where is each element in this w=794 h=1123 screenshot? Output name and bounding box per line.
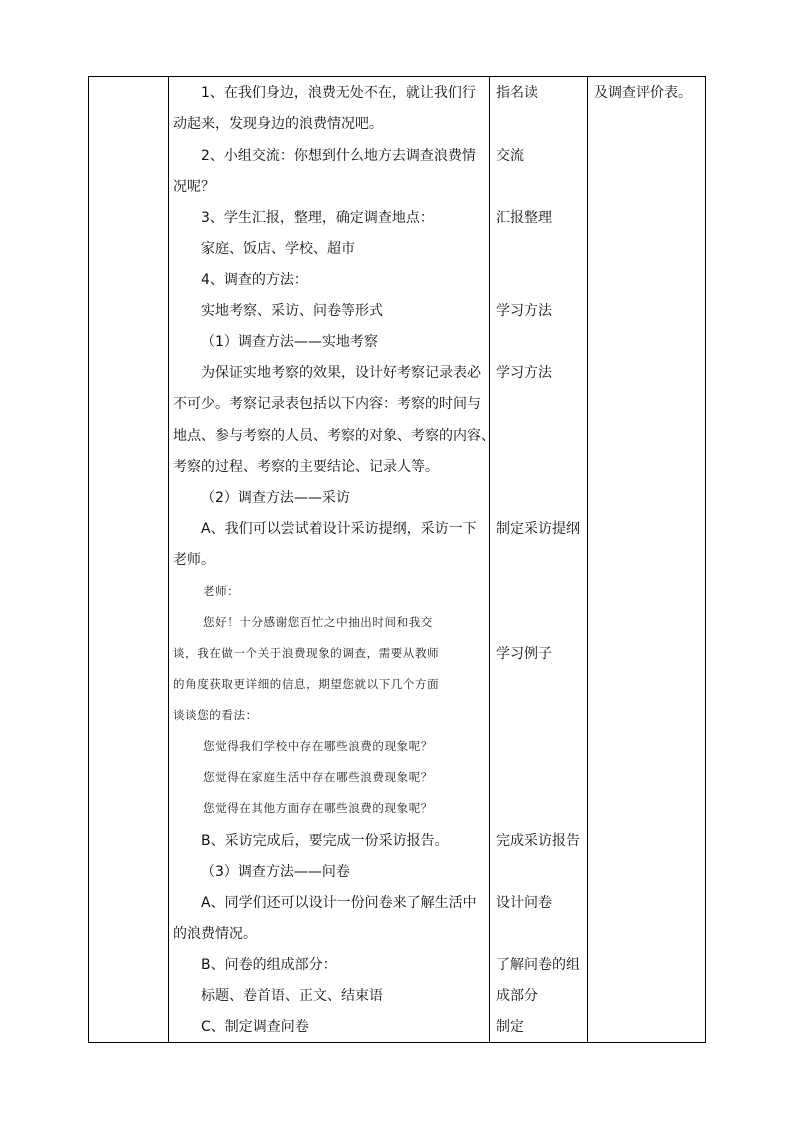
notes-column-cell	[588, 77, 705, 1042]
content-line: 考察的过程、考察的主要结论、记录人等。	[173, 459, 439, 475]
blank-column-cell	[89, 77, 168, 1042]
activity-column-cell	[490, 77, 587, 1042]
activity-line: 指名读	[496, 85, 538, 101]
content-line: 地点、参与考察的人员、考察的对象、考察的内容、	[173, 428, 495, 444]
notes-line: 及调查评价表。	[594, 85, 692, 101]
lesson-table	[88, 76, 706, 1043]
content-line: 老师。	[173, 552, 215, 568]
content-column-cell	[169, 77, 495, 1042]
activity-line: 成部分	[496, 988, 538, 1004]
interview-line: 您觉得我们学校中存在哪些浪费的现象呢？	[203, 739, 433, 753]
activity-line: 制定采访提纲	[496, 521, 580, 537]
content-line: B、问卷的组成部分：	[201, 957, 337, 973]
content-line: 3、学生汇报，整理，确定调查地点：	[201, 210, 434, 226]
content-line: 4、调查的方法：	[201, 272, 308, 288]
content-line: 的浪费情况。	[173, 926, 257, 942]
interview-line: 谈，我在做一个关于浪费现象的调查，需要从教师	[173, 646, 440, 660]
section-heading: （3）调查方法——问卷	[201, 864, 350, 880]
activity-line: 学习方法	[496, 303, 552, 319]
activity-line: 学习例子	[496, 646, 552, 662]
section-heading: （1）调查方法——实地考察	[201, 334, 378, 350]
interview-line: 您觉得在家庭生活中存在哪些浪费现象呢？	[203, 770, 433, 784]
interview-line: 您好！十分感谢您百忙之中抽出时间和我交	[203, 615, 433, 629]
section-heading: （2）调查方法——采访	[201, 490, 350, 506]
content-line: C、制定调查问卷	[201, 1019, 309, 1035]
interview-line: 的角度获取更详细的信息，期望您就以下几个方面	[173, 677, 440, 691]
content-line: 况呢？	[173, 179, 215, 195]
interview-line: 老师：	[203, 584, 240, 598]
content-line: 为保证实地考察的效果，设计好考察记录表必	[201, 365, 481, 381]
content-line: 不可少。考察记录表包括以下内容：考察的时间与	[173, 396, 481, 412]
content-line: 标题、卷首语、正文、结束语	[201, 988, 383, 1004]
content-line: 动起来，发现身边的浪费情况吧。	[173, 116, 383, 132]
content-line: 实地考察、采访、问卷等形式	[201, 303, 383, 319]
content-line: B、采访完成后，要完成一份采访报告。	[201, 833, 449, 849]
activity-line: 交流	[496, 148, 524, 164]
content-line: 1、在我们身边，浪费无处不在，就让我们行	[201, 85, 476, 101]
activity-line: 完成采访报告	[496, 833, 580, 849]
content-line: 家庭、饭店、学校、超市	[201, 241, 355, 257]
activity-line: 汇报整理	[496, 210, 552, 226]
content-line: A、同学们还可以设计一份问卷来了解生活中	[201, 895, 477, 911]
activity-line: 学习方法	[496, 365, 552, 381]
activity-line: 制定	[496, 1019, 524, 1035]
interview-line: 您觉得在其他方面存在哪些浪费的现象呢？	[203, 801, 433, 815]
activity-line: 设计问卷	[496, 895, 552, 911]
content-line: A、我们可以尝试着设计采访提纲，采访一下	[201, 521, 477, 537]
content-line: 2、小组交流：你想到什么地方去调查浪费情	[201, 148, 476, 164]
activity-line: 了解问卷的组	[496, 957, 580, 973]
interview-line: 谈谈您的看法：	[173, 708, 258, 722]
